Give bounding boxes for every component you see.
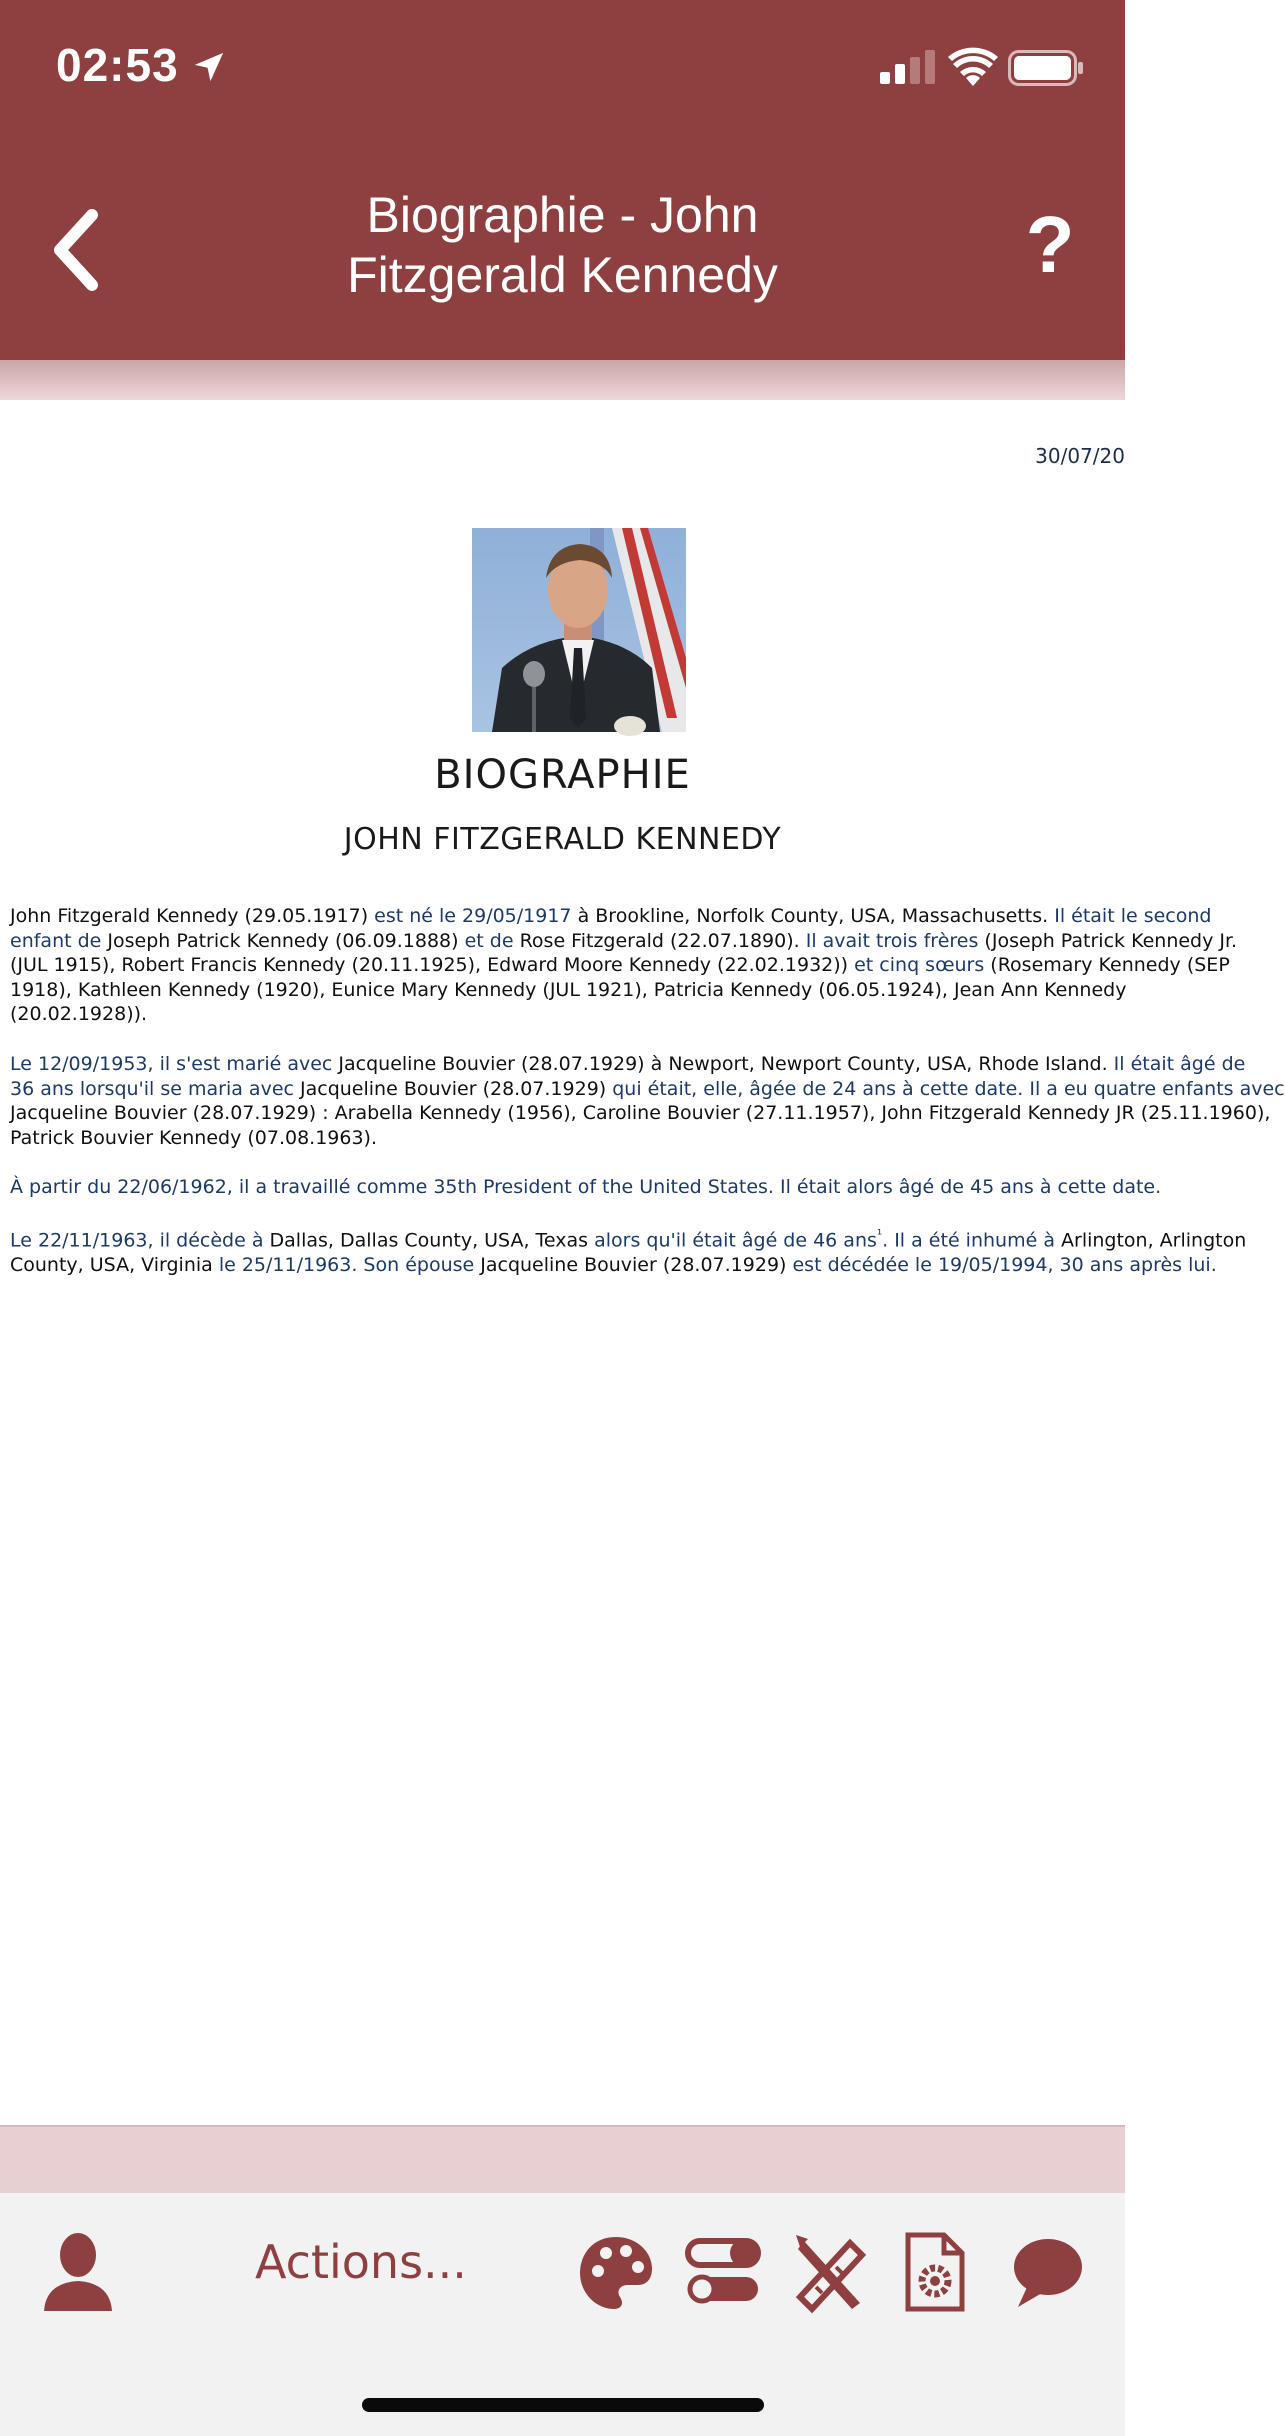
help-button[interactable]: ? xyxy=(1025,200,1075,289)
paragraph-line xyxy=(10,953,1230,978)
text-run: Jacqueline Bouvier (28.07.1929) xyxy=(480,1253,787,1276)
text-run: enfant de xyxy=(10,929,108,952)
text-run: le 25/11/1963. Son épouse xyxy=(212,1253,481,1276)
document-subheading: JOHN FITZGERALD KENNEDY xyxy=(343,822,782,857)
text-run: 1918), Kathleen Kennedy (1920), Eunice Mary Kennedy (JUL 1921), Patricia Kennedy (06.05.1924), Jean Ann Kennedy xyxy=(10,978,1127,1001)
text-run: est décédée le 19/05/1994, 30 ans après lui. xyxy=(786,1253,1217,1276)
wifi-icon xyxy=(948,48,998,86)
status-time: 02:53 xyxy=(56,39,179,91)
text-run: Patrick Bouvier Kennedy (07.08.1963). xyxy=(10,1126,378,1149)
paragraph-line xyxy=(10,1052,1246,1077)
text-run: Il était le second xyxy=(1048,905,1212,927)
paragraph-birth xyxy=(10,904,1238,1027)
cell-signal-icon xyxy=(880,50,936,84)
page-title-line-1: Biographie - John xyxy=(366,187,759,243)
text-run: (JUL 1915), Robert Francis Kennedy (20.11.1925), Edward Moore Kennedy (22.02.1932)) xyxy=(10,954,849,976)
bottom-band xyxy=(0,2125,1125,2195)
text-run: 36 ans lorsqu'il se maria avec xyxy=(10,1077,300,1100)
paragraph-line xyxy=(10,1224,1247,1253)
palette-icon[interactable] xyxy=(578,2231,654,2313)
text-run: à xyxy=(571,905,596,927)
text-run: Le 12/09/1953, il s'est marié avec xyxy=(10,1053,339,1075)
paragraph-line xyxy=(10,1077,1285,1102)
toggles-icon[interactable] xyxy=(684,2231,762,2313)
app-header xyxy=(0,0,1125,360)
battery-icon xyxy=(1008,50,1084,86)
text-run: Arlington, Arlington xyxy=(1061,1229,1247,1252)
text-run: . xyxy=(1101,1053,1108,1075)
home-indicator[interactable] xyxy=(362,2398,764,2412)
text-run: à xyxy=(644,1053,669,1075)
actions-button[interactable]: Actions... xyxy=(255,2235,467,2289)
text-run: . xyxy=(793,929,800,952)
text-run: Newport, Newport County, USA, Rhode Island xyxy=(668,1053,1102,1075)
header-shadow xyxy=(0,360,1125,400)
page-title xyxy=(200,185,925,305)
chat-bubble-icon[interactable] xyxy=(1010,2231,1084,2313)
paragraph-line xyxy=(10,1253,1217,1278)
paragraph-line xyxy=(10,1175,1162,1200)
text-run: Jacqueline Bouvier (28.07.1929) : Arabella Kennedy (1956), Caroline Bouvier (27.11.1957), John Fitzgerald Kennedy JR (25.11.1960), xyxy=(10,1102,1271,1124)
paragraph-line xyxy=(10,1126,1125,1151)
text-run: ¹ xyxy=(876,1228,883,1243)
document-heading: BIOGRAPHIE xyxy=(434,752,691,798)
text-run: John Fitzgerald Kennedy (29.05.1917) xyxy=(10,905,375,927)
location-arrow-icon xyxy=(192,50,226,84)
text-run: Dallas, Dallas County, USA, Texas xyxy=(269,1229,589,1252)
text-run: Brookline, Norfolk County, USA, Massachusetts xyxy=(595,905,1043,927)
text-run: County, USA, Virginia xyxy=(10,1253,213,1276)
paragraph-death xyxy=(10,1224,1247,1277)
biography-document xyxy=(0,400,1285,2125)
text-run: Rose Fitzgerald (22.07.1890) xyxy=(519,929,794,952)
paragraph-line xyxy=(10,1002,1125,1027)
person-icon[interactable] xyxy=(40,2231,116,2313)
text-run: qui était, elle, âgée de 24 ans à cette date. Il a eu quatre enfants avec xyxy=(606,1077,1285,1100)
text-run: (20.02.1928)). xyxy=(10,1003,148,1025)
paragraph-line xyxy=(10,978,1125,1003)
text-run: À partir du 22/06/1962, il a travaillé comme 35th President of the United States. Il était alors âgé de 45 ans à cette date. xyxy=(10,1176,1162,1198)
page-title-line-2: Fitzgerald Kennedy xyxy=(347,247,778,303)
text-run: . Il a été inhumé à xyxy=(882,1229,1062,1252)
document-date: 30/07/20 xyxy=(1035,444,1125,468)
text-run: Joseph Patrick Kennedy (06.09.1888) xyxy=(107,929,459,952)
tools-icon[interactable] xyxy=(792,2231,870,2313)
text-run: Il était âgé de xyxy=(1107,1053,1246,1075)
paragraph-line xyxy=(10,904,1212,929)
text-run: alors qu'il était âgé de 46 ans xyxy=(588,1229,877,1252)
text-run: Jacqueline Bouvier (28.07.1929) xyxy=(338,1053,645,1075)
paragraph-line xyxy=(10,929,1238,954)
text-run: et cinq sœurs xyxy=(848,954,991,976)
paragraph-career xyxy=(10,1175,1162,1200)
document-gear-icon[interactable] xyxy=(902,2231,968,2313)
text-run: Il avait trois frères xyxy=(799,929,985,952)
text-run: Jacqueline Bouvier (28.07.1929) xyxy=(300,1077,607,1100)
portrait-photo xyxy=(472,528,686,732)
text-run: (Rosemary Kennedy (SEP xyxy=(990,954,1230,976)
text-run: Le 22/11/1963, il décède à xyxy=(10,1229,270,1252)
text-run: . xyxy=(1042,905,1049,927)
paragraph-line xyxy=(10,1101,1271,1126)
text-run: est né le 29/05/1917 xyxy=(374,905,572,927)
text-run: (Joseph Patrick Kennedy Jr. xyxy=(984,929,1238,952)
back-chevron-icon[interactable] xyxy=(42,205,112,295)
paragraph-marriage xyxy=(10,1052,1285,1150)
text-run: et de xyxy=(458,929,520,952)
